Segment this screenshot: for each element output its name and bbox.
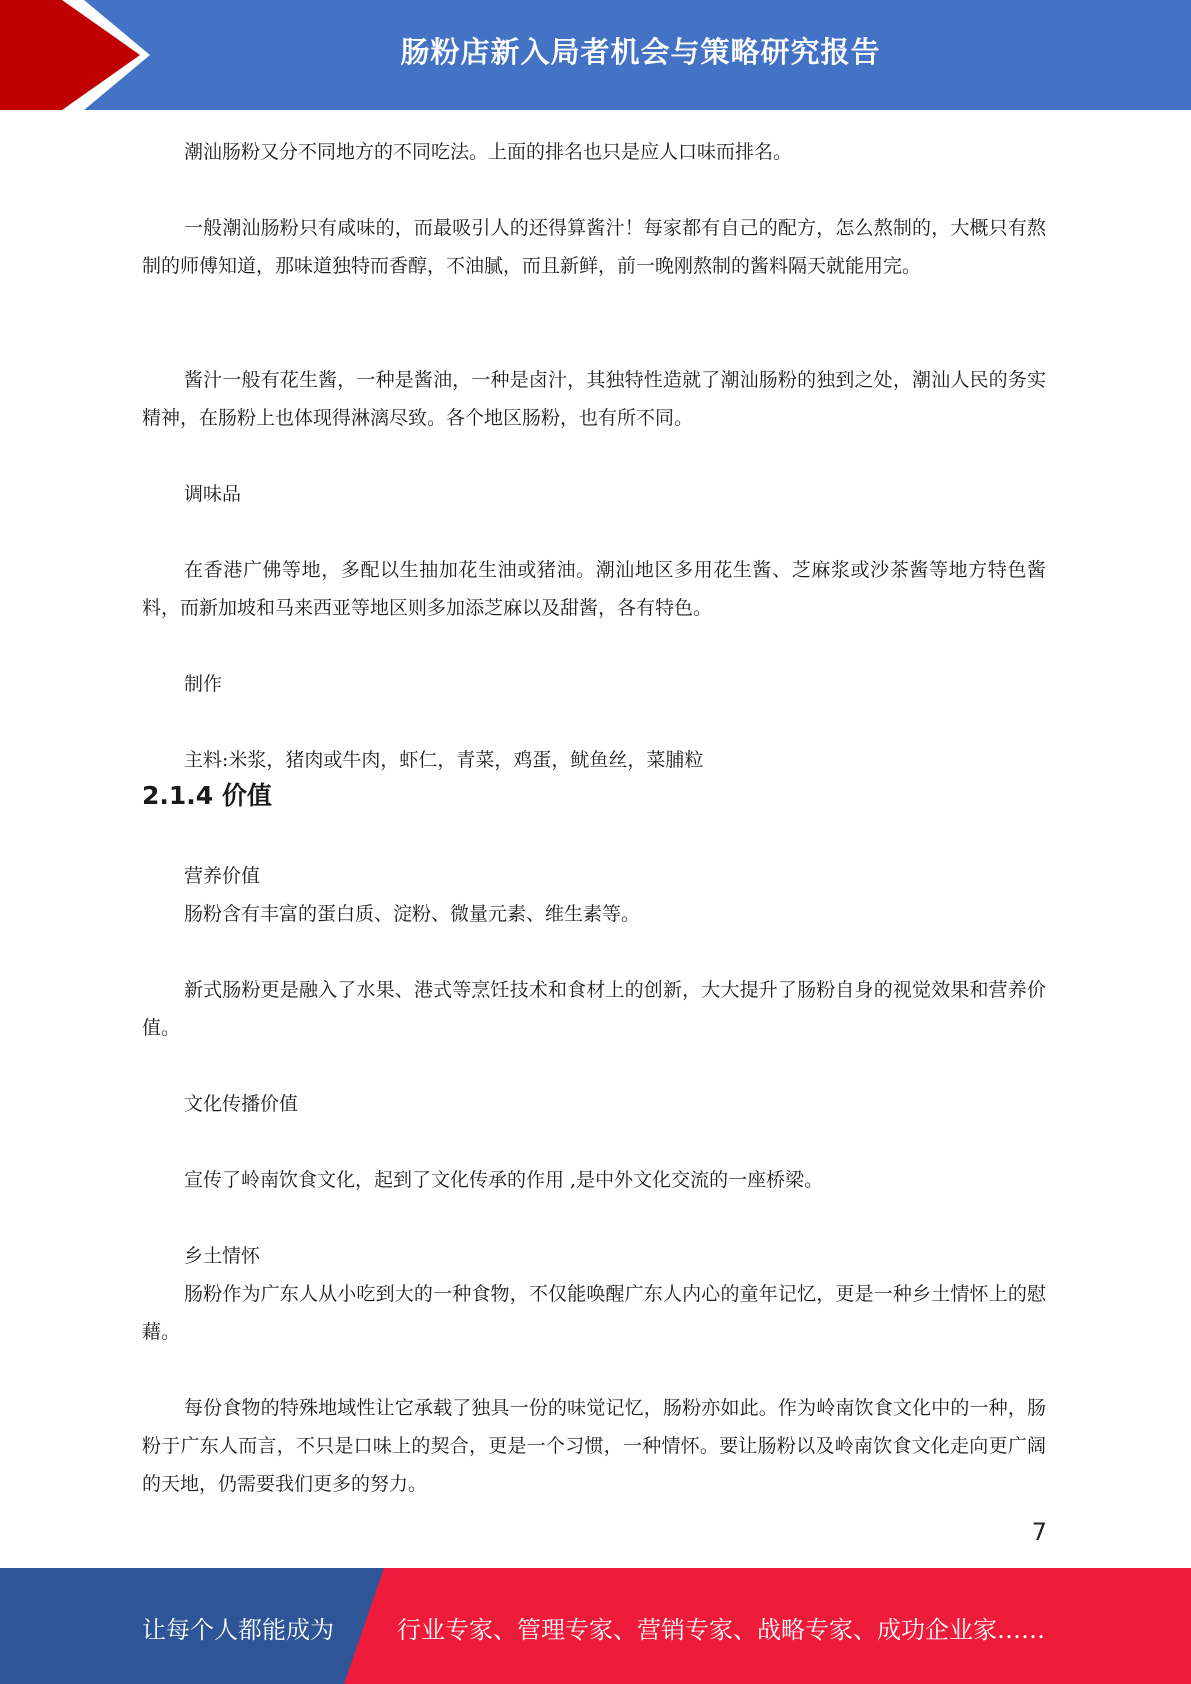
page-header (0, 0, 1191, 110)
paragraph: 潮汕肠粉又分不同地方的不同吃法。上面的排名也只是应人口味而排名。 (184, 141, 793, 163)
footer-slogan-left: 让每个人都能成为 (142, 1616, 334, 1644)
paragraph: 每份食物的特殊地域性让它承载了独具一份的味觉记忆，肠粉亦如此。作为岭南饮食文化中的一种，肠粉于广东人而言，不只是口味上的契合，更是一个习惯，一种情怀。要让肠粉以及岭南饮食文化走向更广阔的天地，仍需要我们更多的努力。 (142, 1397, 1046, 1495)
subheading-hometown: 乡土情怀 (184, 1245, 261, 1267)
paragraph: 宣传了岭南饮食文化，起到了文化传承的作用 ,是中外文化交流的一座桥梁。 (184, 1169, 824, 1191)
report-title: 肠粉店新入局者机会与策略研究报告 (400, 35, 881, 69)
paragraph: 在香港广佛等地，多配以生抽加花生油或猪油。潮汕地区多用花生酱、芝麻浆或沙茶酱等地方特色酱料，而新加坡和马来西亚等地区则多加添芝麻以及甜酱，各有特色。 (142, 559, 1046, 619)
footer-slogan-right: 行业专家、管理专家、营销专家、战略专家、成功企业家…… (397, 1616, 1045, 1644)
paragraph: 肠粉含有丰富的蛋白质、淀粉、微量元素、维生素等。 (184, 903, 641, 925)
paragraph-ingredients: 主料:米浆，猪肉或牛肉，虾仁，青菜，鸡蛋，鱿鱼丝，菜脯粒 (184, 749, 704, 771)
subheading-production: 制作 (184, 673, 223, 695)
section-heading: 2.1.4 价值 (142, 781, 272, 810)
subheading-culture: 文化传播价值 (184, 1093, 299, 1115)
subheading-nutrition: 营养价值 (184, 865, 261, 887)
paragraph: 一般潮汕肠粉只有咸味的，而最吸引人的还得算酱汁！每家都有自己的配方，怎么熬制的，大概只有熬制的师傅知道，那味道独特而香醇，不油腻，而且新鲜，前一晚刚熬制的酱料隔天就能用完。 (142, 217, 1046, 277)
paragraph: 肠粉作为广东人从小吃到大的一种食物，不仅能唤醒广东人内心的童年记忆，更是一种乡土情怀上的慰藉。 (142, 1283, 1046, 1343)
page-number: 7 (1031, 1518, 1047, 1546)
subheading-seasoning: 调味品 (184, 483, 242, 505)
page-footer (0, 1568, 1191, 1684)
paragraph: 酱汁一般有花生酱，一种是酱油，一种是卤汁，其独特性造就了潮汕肠粉的独到之处，潮汕人民的务实精神，在肠粉上也体现得淋漓尽致。各个地区肠粉，也有所不同。 (142, 369, 1046, 429)
paragraph: 新式肠粉更是融入了水果、港式等烹饪技术和食材上的创新，大大提升了肠粉自身的视觉效果和营养价值。 (142, 979, 1046, 1039)
